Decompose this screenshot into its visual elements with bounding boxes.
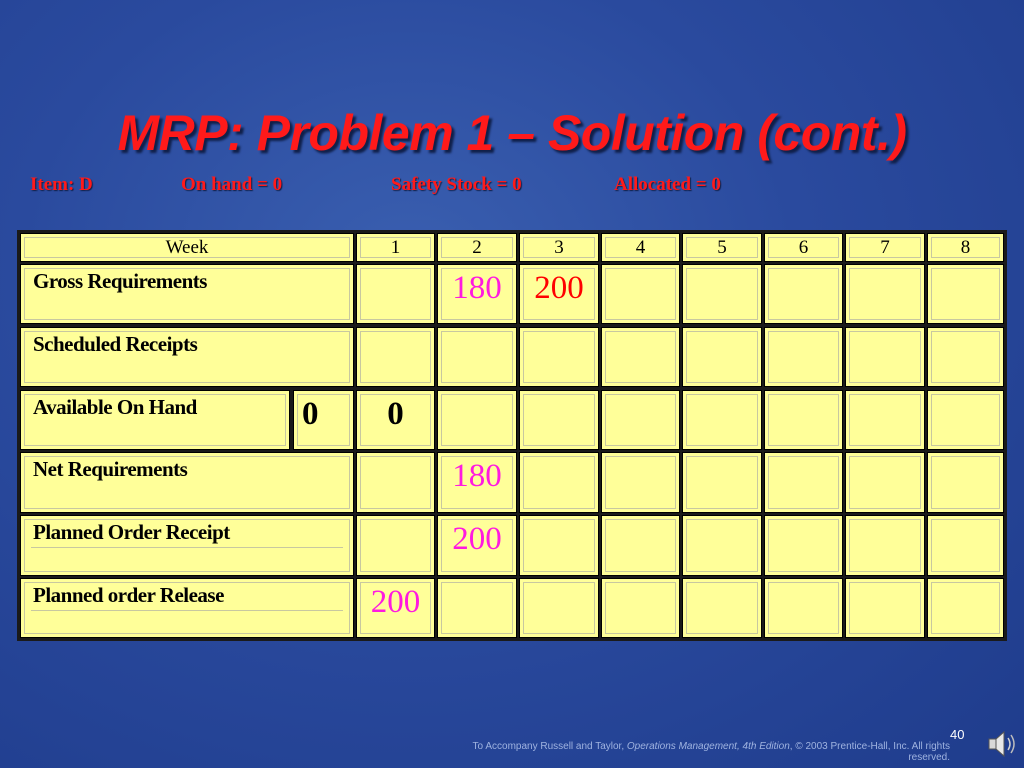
- available-on-hand-initial: 0: [293, 390, 354, 450]
- row-label-net-requirements: Net Requirements: [20, 452, 354, 513]
- avail-week-3: [519, 390, 599, 450]
- speaker-icon[interactable]: [985, 728, 1019, 760]
- porl-week-3: [519, 578, 599, 638]
- week-5-header: 5: [682, 233, 762, 262]
- week-4-header: 4: [601, 233, 680, 262]
- porl-week-7: [845, 578, 925, 638]
- row-label-text: Planned Order Receipt: [33, 520, 230, 544]
- sched-rec-week-8: [927, 327, 1004, 387]
- week-8-header: 8: [927, 233, 1004, 262]
- por-week-5: [682, 515, 762, 576]
- gross-req-week-3: 200: [519, 264, 599, 324]
- sched-rec-week-3: [519, 327, 599, 387]
- net-req-week-4: [601, 452, 680, 513]
- gross-req-week-7: [845, 264, 925, 324]
- row-label-planned-order-release: [20, 578, 354, 638]
- gross-req-week-8: [927, 264, 1004, 324]
- week-3-header: 3: [519, 233, 599, 262]
- week-7-header: 7: [845, 233, 925, 262]
- row-label-gross-requirements: Gross Requirements: [20, 264, 354, 324]
- item-label: Item: D: [30, 174, 93, 195]
- sched-rec-week-2: [437, 327, 517, 387]
- avail-week-1: 0: [356, 390, 435, 450]
- por-week-6: [764, 515, 843, 576]
- avail-week-6: [764, 390, 843, 450]
- net-req-week-5: [682, 452, 762, 513]
- sched-rec-week-4: [601, 327, 680, 387]
- avail-week-2: [437, 390, 517, 450]
- week-6-header: 6: [764, 233, 843, 262]
- gross-req-week-1: [356, 264, 435, 324]
- sched-rec-week-7: [845, 327, 925, 387]
- porl-week-5: [682, 578, 762, 638]
- porl-week-4: [601, 578, 680, 638]
- porl-week-6: [764, 578, 843, 638]
- por-week-3: [519, 515, 599, 576]
- mrp-table: [17, 230, 1007, 641]
- footer-copyright: [440, 741, 950, 763]
- sched-rec-week-6: [764, 327, 843, 387]
- on-hand-label: On hand = 0: [181, 174, 283, 195]
- net-req-week-7: [845, 452, 925, 513]
- net-req-week-6: [764, 452, 843, 513]
- gross-req-week-2: 180: [437, 264, 517, 324]
- slide-title: MRP: Problem 1 – Solution (cont.): [117, 105, 907, 161]
- gross-req-week-5: [682, 264, 762, 324]
- safety-stock-label: Safety Stock = 0: [391, 174, 522, 195]
- sched-rec-week-1: [356, 327, 435, 387]
- footer-book-title: Operations Management, 4th Edition: [626, 741, 790, 752]
- row-label-planned-order-receipt: [20, 515, 354, 576]
- footer-suffix: , © 2003 Prentice-Hall, Inc. All rights reserved.: [789, 741, 950, 763]
- sched-rec-week-5: [682, 327, 762, 387]
- week-header: Week: [20, 233, 354, 262]
- net-req-week-8: [927, 452, 1004, 513]
- row-label-text: Planned order Release: [33, 583, 224, 607]
- gross-req-week-6: [764, 264, 843, 324]
- footer-prefix: To Accompany Russell and Taylor,: [472, 741, 627, 752]
- por-week-4: [601, 515, 680, 576]
- net-req-week-1: [356, 452, 435, 513]
- avail-week-5: [682, 390, 762, 450]
- net-req-week-3: [519, 452, 599, 513]
- por-week-2: 200: [437, 515, 517, 576]
- divider-line: [31, 610, 343, 611]
- gross-req-week-4: [601, 264, 680, 324]
- por-week-1: [356, 515, 435, 576]
- porl-week-2: [437, 578, 517, 638]
- page-number: 40: [950, 727, 965, 742]
- row-label-scheduled-receipts: Scheduled Receipts: [20, 327, 354, 387]
- divider-line: [31, 547, 343, 548]
- week-1-header: 1: [356, 233, 435, 262]
- por-week-8: [927, 515, 1004, 576]
- allocated-label: Allocated = 0: [614, 174, 721, 195]
- porl-week-8: [927, 578, 1004, 638]
- por-week-7: [845, 515, 925, 576]
- porl-week-1: 200: [356, 578, 435, 638]
- avail-week-8: [927, 390, 1004, 450]
- week-2-header: 2: [437, 233, 517, 262]
- net-req-week-2: 180: [437, 452, 517, 513]
- row-label-available-on-hand: Available On Hand: [20, 390, 290, 450]
- avail-week-7: [845, 390, 925, 450]
- avail-week-4: [601, 390, 680, 450]
